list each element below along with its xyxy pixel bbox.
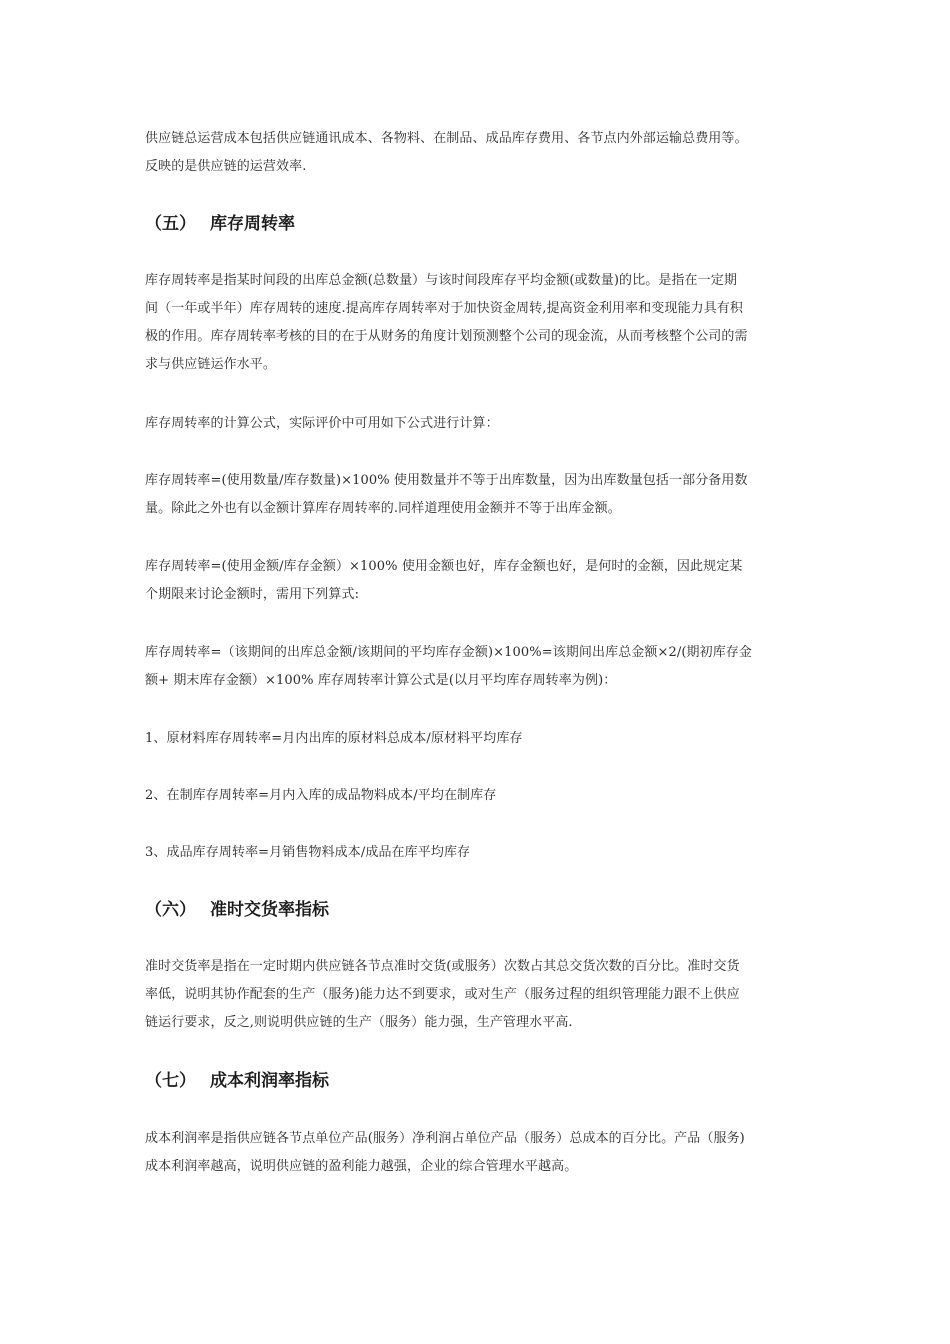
list-item-raw-material — [145, 725, 810, 753]
text-line: 库存周转率=(使用数量/库存数量)×100% 使用数量并不等于出库数量，因为出库数量包括一部分备用数 — [145, 473, 748, 488]
text-line: 反映的是供应链的运营效率. — [145, 159, 307, 174]
section-title: 库存周转率 — [210, 214, 295, 234]
text-line: 库存周转率=（该期间的出库总金额/该期间的平均库存金额)×100%=该期间出库总金额×2/(期初库存金 — [145, 645, 753, 660]
text-line: 1、原材料库存周转率=月内出库的原材料总成本/原材料平均库存 — [145, 731, 523, 746]
section-5-paragraph-definition — [145, 267, 810, 379]
text-line: 库存周转率是指某时间段的出库总金额(总数量）与该时间段库存平均金额(或数量)的比。是指在一定期 — [145, 273, 737, 288]
list-item-wip — [145, 782, 810, 810]
section-number: （七） — [145, 1071, 196, 1091]
section-7-paragraph — [145, 1125, 810, 1181]
section-5-paragraph-quantity-formula — [145, 467, 810, 523]
section-5-paragraph-formula-intro — [145, 410, 810, 438]
text-line: 成本利润率是指供应链各节点单位产品(服务）净利润占单位产品（服务）总成本的百分比。产品（服务) — [145, 1131, 745, 1146]
text-line: 个期限来讨论金额时，需用下列算式: — [145, 587, 360, 602]
text-line: 供应链总运营成本包括供应链通讯成本、各物料、在制品、成品库存费用、各节点内外部运输总费用等。 — [145, 131, 748, 146]
text-line: 率低，说明其协作配套的生产（服务)能力达不到要求，或对生产（服务过程的组织管理能力跟不上供应 — [145, 987, 740, 1002]
section-5-heading — [145, 212, 295, 236]
section-title: 成本利润率指标 — [210, 1071, 329, 1091]
text-line: 量。除此之外也有以金额计算库存周转率的.同样道理使用金额并不等于出库金额。 — [145, 501, 621, 516]
text-line: 库存周转率=(使用金额/库存金额）×100% 使用金额也好，库存金额也好，是何时的金额，因此规定某 — [145, 559, 743, 574]
text-line: 间（一年或半年）库存周转的速度.提高库存周转率对于加快资金周转,提高资金利用率和变现能力具有积 — [145, 301, 743, 316]
section-7-heading — [145, 1069, 329, 1093]
list-item-finished-goods — [145, 839, 810, 867]
text-line: 链运行要求，反之,则说明供应链的生产（服务）能力强，生产管理水平高. — [145, 1015, 573, 1030]
section-number: （六） — [145, 900, 196, 920]
text-line: 求与供应链运作水平。 — [145, 357, 277, 372]
section-title: 准时交货率指标 — [210, 900, 329, 920]
section-5-paragraph-period-formula — [145, 639, 810, 695]
section-6-paragraph — [145, 953, 810, 1037]
intro-paragraph — [145, 125, 810, 181]
text-line: 库存周转率的计算公式，实际评价中可用如下公式进行计算： — [145, 416, 499, 431]
section-5-paragraph-amount-formula — [145, 553, 810, 609]
section-number: （五） — [145, 214, 196, 234]
text-line: 2、在制库存周转率=月内入库的成品物料成本/平均在制库存 — [145, 788, 497, 803]
section-6-heading — [145, 898, 329, 922]
text-line: 极的作用。库存周转率考核的目的在于从财务的角度计划预测整个公司的现金流，从而考核整个公司的需 — [145, 329, 748, 344]
text-line: 成本利润率越高，说明供应链的盈利能力越强，企业的综合管理水平越高。 — [145, 1159, 578, 1174]
text-line: 准时交货率是指在一定时期内供应链各节点准时交货(或服务）次数占其总交货次数的百分比。准时交货 — [145, 959, 740, 974]
text-line: 额+ 期末库存金额）×100% 库存周转率计算公式是(以月平均库存周转率为例)： — [145, 673, 617, 688]
text-line: 3、成品库存周转率=月销售物料成本/成品在库平均库存 — [145, 845, 471, 860]
